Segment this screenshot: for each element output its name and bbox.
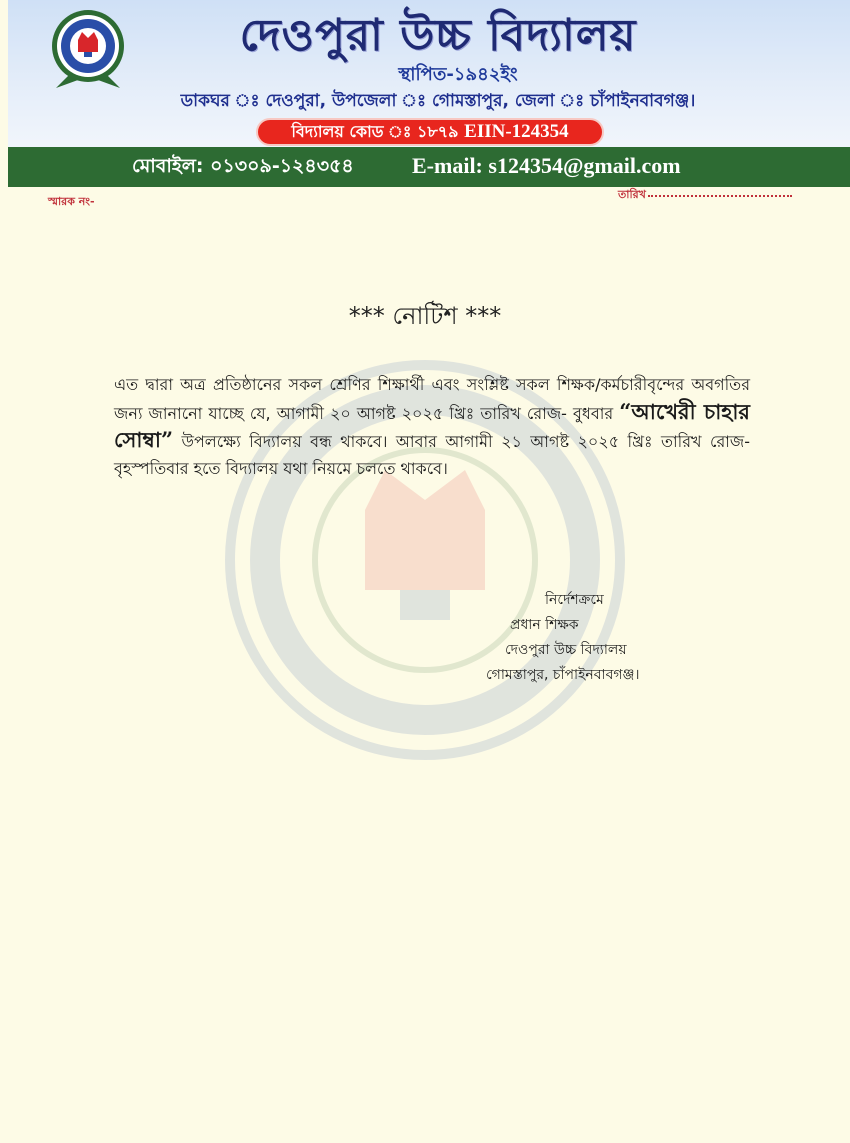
mobile-number: মোবাইল: ০১৩০৯-১২৪৩৫৪ bbox=[132, 155, 354, 177]
contact-bar bbox=[8, 147, 850, 187]
school-address: ডাকঘর ঃ দেওপুরা, উপজেলা ঃ গোমস্তাপুর, জেলা ঃ চাঁপাইনবাবগঞ্জ। bbox=[180, 91, 696, 111]
notice-body-part-1: এত দ্বারা অত্র প্রতিষ্ঠানের সকল শ্রেণির শিক্ষার্থী এবং সংশ্লিষ্ট সকল শিক্ষক/কর্মচারীবৃন্দের অবগতির জন্য জানানো যাচ্ছে যে, আগামী ২০ আগষ্ট ২০২৫ খ্রিঃ তারিখ রোজ- বুধবার bbox=[114, 375, 750, 423]
school-code-badge bbox=[256, 118, 604, 146]
signature-school: দেওপুরা উচ্চ বিদ্যালয় bbox=[505, 642, 627, 658]
date-field bbox=[618, 186, 792, 205]
signature-designation: প্রধান শিক্ষক bbox=[510, 617, 579, 633]
school-logo bbox=[48, 8, 128, 88]
email-address: E-mail: s124354@gmail.com bbox=[412, 153, 681, 178]
eiin-number: EIIN-124354 bbox=[464, 121, 569, 142]
notice-body-part-2: উপলক্ষ্যে বিদ্যালয় বন্ধ থাকবে। আবার আগামী ২১ আগষ্ট ২০২৫ খ্রিঃ তারিখ রোজ- বৃহস্পতিবার হতে বিদ্যালয় যথা নিয়মে চলতে থাকবে। bbox=[114, 432, 750, 478]
school-name: দেওপুরা উচ্চ বিদ্যালয় bbox=[239, 10, 637, 61]
notice-body bbox=[114, 372, 750, 482]
date-label: তারিখ bbox=[618, 188, 646, 201]
notice-occasion: “আখেরী চাহার সোম্বা” bbox=[114, 398, 750, 452]
signature-directive: নির্দেশক্রমে bbox=[545, 592, 604, 608]
date-dotted-line bbox=[648, 194, 792, 197]
signature-location: গোমস্তাপুর, চাঁপাইনবাবগঞ্জ। bbox=[486, 667, 640, 683]
established-year: স্থাপিত-১৯৪২ইং bbox=[398, 64, 518, 85]
reference-number-label: স্মারক নং- bbox=[48, 195, 95, 208]
notice-title: *** নোটিশ *** bbox=[348, 302, 502, 330]
signature-block bbox=[470, 588, 720, 688]
letterhead bbox=[8, 0, 850, 152]
school-code: বিদ্যালয় কোড ঃ ১৮৭৯ bbox=[291, 122, 459, 141]
